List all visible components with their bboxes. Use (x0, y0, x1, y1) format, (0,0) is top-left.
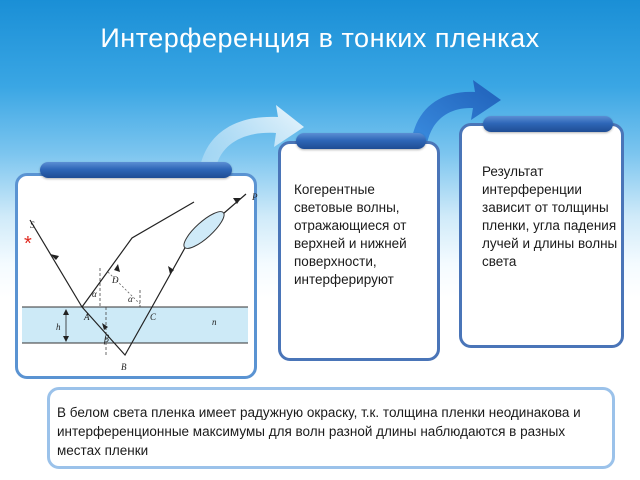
label-d: D (112, 275, 119, 285)
white-light-text: В белом света пленка имеет радужную окраску, т.к. толщина пленки неодинакова и интерференционные максимумы для волн разной длины наблюдаются в разных местах пленки (57, 405, 581, 458)
incident-ray (30, 220, 82, 307)
label-h: h (56, 322, 61, 332)
label-focus: P (252, 192, 258, 202)
label-beta: β (104, 334, 109, 345)
label-c: C (150, 312, 157, 322)
coherent-waves-card-header-bar (296, 133, 426, 149)
label-b: B (121, 362, 127, 372)
label-alpha: α (92, 289, 97, 299)
label-a: A (84, 312, 90, 322)
diagram-card-header-bar (40, 162, 232, 178)
arrowhead-5 (233, 198, 241, 204)
arrowhead-3 (168, 266, 174, 274)
coherent-waves-text: Когерентные световые волны, отражающиеся от верхней и нижней поверхности, интерферируют (294, 182, 407, 287)
result-card-header-bar (483, 116, 613, 132)
reflected-ray-1 (82, 202, 194, 307)
slide-title: Интерференция в тонких пленках (100, 23, 540, 53)
lens (179, 207, 228, 254)
label-star: * (24, 233, 32, 255)
label-source: S (30, 220, 35, 230)
thin-film-diagram (22, 180, 258, 376)
result-text: Результат интерференции зависит от толщины пленки, угла падения лучей и длины волны света (482, 164, 618, 269)
arrowhead-2 (114, 264, 120, 272)
label-n: n (212, 317, 217, 327)
arrowhead-1 (50, 254, 59, 260)
label-alpha-2: α (128, 294, 133, 304)
reflected-ray-2 (152, 194, 246, 307)
